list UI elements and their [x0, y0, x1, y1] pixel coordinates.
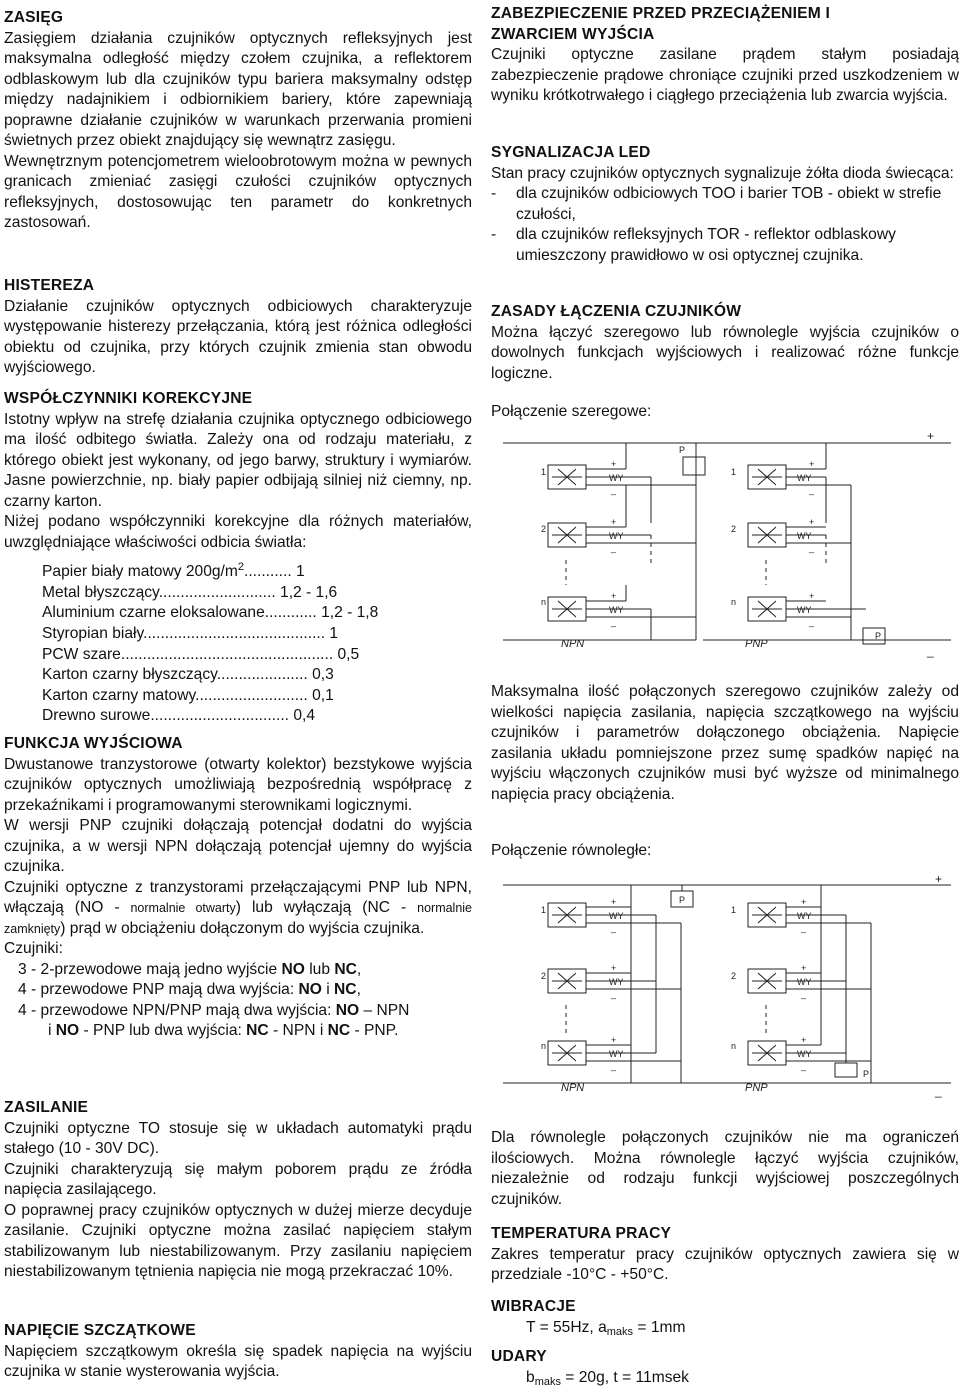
svg-text:_: _	[610, 989, 617, 999]
svg-text:WY: WY	[797, 911, 812, 921]
heading-temperatura: TEMPERATURA PRACY	[491, 1224, 959, 1245]
svg-text:_: _	[800, 923, 807, 933]
material-row: Karton czarny matowy.......................... 0,1	[42, 686, 472, 707]
heading-wibracje: WIBRACJE	[491, 1297, 959, 1318]
svg-text:+: +	[927, 429, 934, 443]
heading-sygnalizacja: SYGNALIZACJA LED	[491, 143, 959, 164]
series-connection-diagram	[491, 425, 959, 665]
svg-text:WY: WY	[609, 911, 624, 921]
material-row: PCW szare................................................. 0,5	[42, 645, 472, 666]
material-row: Aluminium czarne eloksalowane............ 1,2 - 1,8	[42, 603, 472, 624]
materials-list	[42, 557, 472, 727]
svg-text:_: _	[610, 543, 617, 553]
zabezpieczenie-paragraph: Czujniki optyczne zasilane prądem stałym posiadają zabezpieczenie prądowe chroniące czujniki przed uszkodzeniem w wyniku krótkotrwałego i ciągłego przeciążenia lub zwarcia wyjścia.	[491, 45, 959, 107]
relay-label: P	[863, 1069, 869, 1079]
section-series-text	[491, 682, 959, 805]
histereza-paragraph: Działanie czujników optycznych odbiciowych charakteryzuje występowanie histerezy przełączania, którą jest różnica odległości obiektu od czujnika, przy których czujnik zmienia stan obwodu wyjściowego.	[4, 297, 472, 379]
section-zasilanie	[4, 1098, 472, 1283]
svg-text:_: _	[800, 989, 807, 999]
section-wibracje	[491, 1297, 959, 1342]
svg-text:+: +	[809, 517, 814, 527]
section-wspolczynniki	[4, 389, 472, 553]
parallel-label-n: n	[731, 1041, 736, 1051]
zasady-paragraph: Można łączyć szeregowo lub równolegle wyjścia czujników o dowolnych funkcjach wyjściowych i realizować różne funkcje logiczne.	[491, 323, 959, 385]
zasilanie-paragraph-2: Czujniki charakteryzują się małym poborem prądu ze źródła napięcia zasilającego.	[4, 1160, 472, 1201]
temperatura-paragraph: Zakres temperatur pracy czujników optycznych zawiera się w przedziale -10°C - +50°C.	[491, 1245, 959, 1286]
heading-zabezpieczenie-1: ZABEZPIECZENIE PRZED PRZECIĄŻENIEM I	[491, 4, 959, 25]
svg-text:_: _	[800, 1061, 807, 1071]
svg-text:_: _	[610, 617, 617, 627]
material-row: Styropian biały.......................................... 1	[42, 624, 472, 645]
heading-zabezpieczenie-2: ZWARCIEM WYJŚCIA	[491, 25, 959, 46]
funkcja-paragraph-1: Dwustanowe tranzystorowe (otwarty kolektor) bezstykowe wyjścia czujników optycznych umożliwiają bezpośrednią współpracę z przekaźnikami i programowanymi sterownikami logicznymi.	[4, 755, 472, 817]
section-histereza	[4, 276, 472, 379]
series-label-2: 2	[731, 524, 736, 534]
svg-text:+: +	[611, 897, 616, 907]
npn-label: NPN	[561, 1082, 584, 1094]
svg-text:+: +	[611, 1035, 616, 1045]
section-sygnalizacja	[491, 143, 959, 266]
zasieg-paragraph-1: Zasięgiem działania czujników optycznych refleksyjnych jest maksymalna odległość między czołem czujnika, a reflektorem odblaskowym lub dla czujników typu bariera maksymalny odstęp między nadajnikiem i odbiornikiem bariery, które zapewniają poprawne działanie czujników w warunkach przerwania promieni świetnych przez obiekt znajdujący się wewnątrz zasięgu.	[4, 29, 472, 152]
heading-zasilanie: ZASILANIE	[4, 1098, 472, 1119]
parallel-connection-diagram	[491, 873, 959, 1098]
heading-funkcja: FUNKCJA WYJŚCIOWA	[4, 734, 472, 755]
svg-text:+: +	[935, 873, 942, 886]
wibracje-value: T = 55Hz, $a_{maks} = 1mm$	[491, 1318, 959, 1343]
section-funkcja	[4, 734, 472, 1042]
sygnalizacja-paragraph: Stan pracy czujników optycznych sygnalizuje żółta dioda świecąca:	[491, 164, 959, 185]
led-list-item: - dla czujników refleksyjnych TOR - reflektor odblaskowy umieszczony prawidłowo w osi optycznej czujnika.	[491, 225, 959, 266]
series-label-1: 1	[731, 467, 736, 477]
svg-text:WY: WY	[797, 1049, 812, 1059]
material-row: Papier biały matowy $200g/m^2$........... 1	[42, 557, 472, 583]
svg-text:+: +	[809, 591, 814, 601]
zasilanie-paragraph-1: Czujniki optyczne TO stosuje się w układach automatyki prądu stałego (10 - 30V DC).	[4, 1119, 472, 1160]
section-zasady	[491, 302, 959, 384]
series-label-n: n	[731, 597, 736, 607]
sensor-type-line: 3 - 2-przewodowe mają jedno wyjście NO lub NC,	[4, 960, 472, 981]
material-row: Metal błyszczący........................... 1,2 - 1,6	[42, 583, 472, 604]
wspolczynniki-paragraph-2: Niżej podano współczynniki korekcyjne dla różnych materiałów, uwzględniające właściwości odbicia światła:	[4, 512, 472, 553]
svg-text:WY: WY	[609, 977, 624, 987]
svg-text:WY: WY	[797, 531, 812, 541]
funkcja-paragraph-3: Czujniki optyczne z tranzystorami przełączającymi PNP lub NPN, włączają (NO - normalnie otwarty) lub wyłączają (NC - normalnie zamknięty) prąd w obciążeniu dołączonym do wyjścia czujnika.	[4, 878, 472, 940]
heading-napiecie: NAPIĘCIE SZCZĄTKOWE	[4, 1321, 472, 1342]
svg-text:_: _	[808, 543, 815, 553]
material-row: Karton czarny błyszczący..................... 0,3	[42, 665, 472, 686]
parallel-paragraph: Dla równolegle połączonych czujników nie ma ograniczeń ilościowych. Można równolegle łączyć wyjścia czujników, niezależnie od rodzaju funkcji wyjściowej poszczególnych czujników.	[491, 1128, 959, 1210]
svg-text:+: +	[611, 517, 616, 527]
svg-text:_: _	[926, 644, 934, 658]
svg-text:WY: WY	[609, 1049, 624, 1059]
svg-text:+: +	[611, 459, 616, 469]
svg-text:_: _	[610, 923, 617, 933]
svg-text:_: _	[808, 617, 815, 627]
parallel-label-2: 2	[731, 971, 736, 981]
zasilanie-paragraph-3: O poprawnej pracy czujników optycznych w dużej mierze decyduje zasilanie. Czujniki optyczne można zasilać napięciem stałym stabilizowanym lub niestabilizowanym. Przy zasilaniu napięciem niestabilizowanym tętnienia napięcia nie mogą przekraczać 10%.	[4, 1201, 472, 1283]
svg-text:WY: WY	[797, 977, 812, 987]
sensor-type-line: i NO - PNP lub dwa wyjścia: NC - NPN i NC - PNP.	[4, 1021, 472, 1042]
svg-text:+: +	[801, 963, 806, 973]
svg-text:_: _	[808, 485, 815, 495]
section-udary	[491, 1347, 959, 1392]
series-label-2: 2	[541, 524, 546, 534]
sensor-type-line: 4 - przewodowe NPN/PNP mają dwa wyjścia: NO – NPN	[4, 1001, 472, 1022]
svg-text:+: +	[809, 459, 814, 469]
series-connection-title: Połączenie szeregowe:	[491, 402, 959, 423]
npn-label: NPN	[561, 638, 584, 650]
led-list	[491, 184, 959, 266]
svg-text:WY: WY	[609, 605, 624, 615]
relay-label: P	[679, 895, 685, 905]
section-parallel-text	[491, 1128, 959, 1210]
sensor-type-line: 4 - przewodowe PNP mają dwa wyjścia: NO i NC,	[4, 980, 472, 1001]
heading-udary: UDARY	[491, 1347, 959, 1368]
zasieg-paragraph-2: Wewnętrznym potencjometrem wieloobrotowym można w pewnych granicach zmieniać zasięgi czułości czujników optycznych refleksyjnych, dostosowując ten parametr do konkretnych zastosowań.	[4, 152, 472, 234]
svg-text:+: +	[801, 1035, 806, 1045]
pnp-label: PNP	[745, 638, 768, 650]
section-zabezpieczenie	[491, 4, 959, 107]
svg-text:_: _	[610, 1061, 617, 1071]
wspolczynniki-paragraph-1: Istotny wpływ na strefę działania czujnika optycznego odbiciowego ma ilość odbitego światła. Zależy ona od rodzaju materiału, z którego obiekt jest wykonany, od jego barwy, struktury i wymiarów. Jasne powierzchnie, np. biały papier odbijają silniej niż ciemny, np. czarny karton.	[4, 410, 472, 513]
svg-text:_: _	[934, 1084, 942, 1098]
svg-text:_: _	[610, 485, 617, 495]
heading-wspolczynniki: WSPÓŁCZYNNIKI KOREKCYJNE	[4, 389, 472, 410]
svg-text:WY: WY	[609, 531, 624, 541]
series-label-n: n	[541, 597, 546, 607]
funkcja-paragraph-4: Czujniki:	[4, 939, 472, 960]
svg-text:WY: WY	[797, 473, 812, 483]
parallel-label-1: 1	[541, 905, 546, 915]
pnp-label: PNP	[745, 1082, 768, 1094]
svg-text:+: +	[801, 897, 806, 907]
heading-zasieg: ZASIĘG	[4, 8, 472, 29]
napiecie-paragraph: Napięciem szczątkowym określa się spadek napięcia na wyjściu czujnika w stanie wysterowania wyjścia.	[4, 1342, 472, 1383]
led-list-item: - dla czujników odbiciowych TOO i barier TOB - obiekt w strefie czułości,	[491, 184, 959, 225]
svg-text:WY: WY	[797, 605, 812, 615]
parallel-label-2: 2	[541, 971, 546, 981]
svg-text:+: +	[611, 963, 616, 973]
section-temperatura	[491, 1224, 959, 1286]
material-row: Drewno surowe................................ 0,4	[42, 706, 472, 727]
section-zasieg	[4, 8, 472, 234]
heading-histereza: HISTEREZA	[4, 276, 472, 297]
heading-zasady: ZASADY ŁĄCZENIA CZUJNIKÓW	[491, 302, 959, 323]
series-label-1: 1	[541, 467, 546, 477]
parallel-label-n: n	[541, 1041, 546, 1051]
series-paragraph: Maksymalna ilość połączonych szeregowo czujników zależy od wielkości napięcia zasilania, napięcia szczątkowego na wyjściu czujników i parametrów dołączonego obciążenia. Napięcie zasilania układu pomniejszone przez sumę spadków napięć na wyjściu włączonych czujników musi być wyższe od minimalnego napięcia pracy obciążenia.	[491, 682, 959, 805]
relay-label: P	[679, 445, 685, 455]
funkcja-paragraph-2: W wersji PNP czujniki dołączają potencjał dodatni do wyjścia czujnika, a w wersji NPN dołączają potencjał ujemny do wyjścia czujnika.	[4, 816, 472, 878]
parallel-label-1: 1	[731, 905, 736, 915]
svg-text:+: +	[611, 591, 616, 601]
parallel-connection-title: Połączenie równoległe:	[491, 841, 959, 862]
udary-value: $b_{maks} = 20g$, t = 11msek	[491, 1368, 959, 1392]
svg-text:WY: WY	[609, 473, 624, 483]
section-napiecie	[4, 1321, 472, 1383]
relay-label: P	[875, 631, 881, 641]
